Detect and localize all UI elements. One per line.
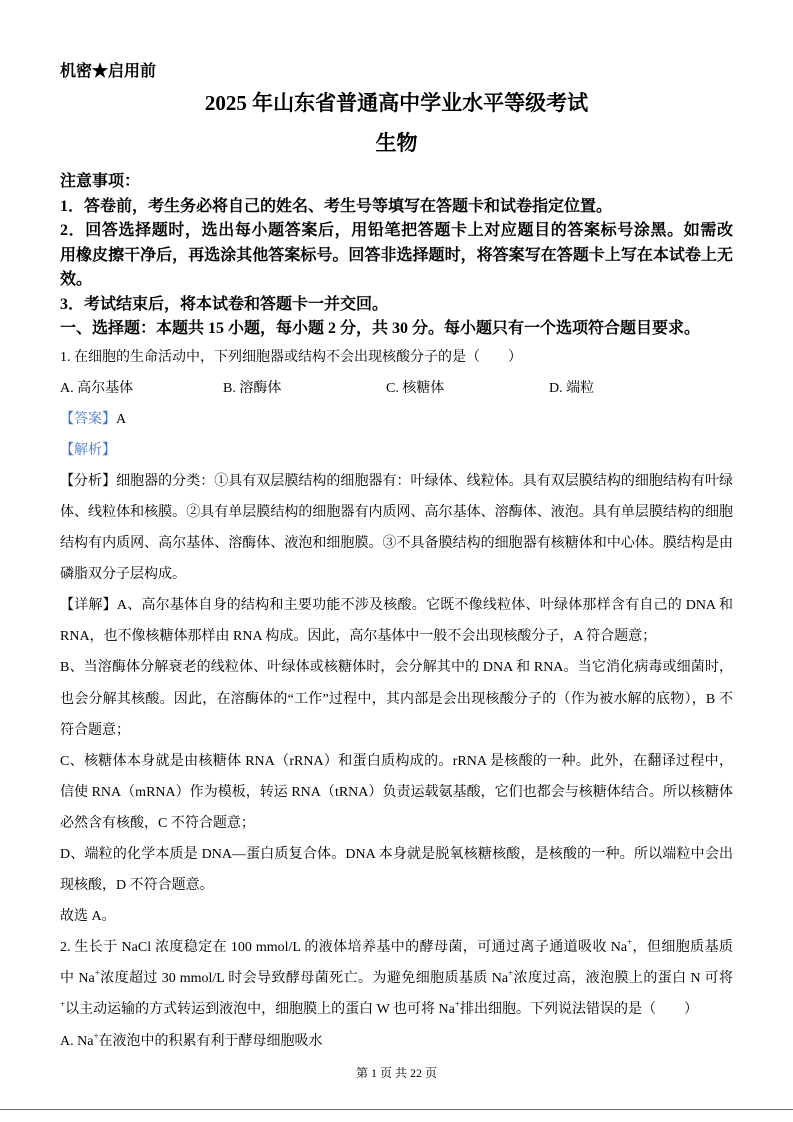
notice-item-3: 3．考试结束后，将本试卷和答题卡一并交回。 <box>60 295 389 313</box>
superscript-plus: + <box>454 999 460 1010</box>
superscript-plus: + <box>93 1030 99 1041</box>
notice-block <box>60 170 733 342</box>
detail-a-line: RNA，也不像核糖体那样由 RNA 构成。因此，高尔基体中一般不会出现核酸分子，A 符合题意； <box>60 629 657 645</box>
answer-line <box>60 404 733 435</box>
superscript-plus: + <box>60 999 66 1010</box>
analysis-line: 磷脂双分子层构成。 <box>60 567 186 583</box>
question-2-option-a <box>60 1026 733 1057</box>
option-b: B. 溶酶体 <box>223 380 282 396</box>
superscript-plus: + <box>94 968 100 979</box>
detail-a-line: 【详解】A、高尔基体自身的结构和主要功能不涉及核酸。它既不像线粒体、叶绿体那样含有自己的 DNA 和 <box>60 598 733 614</box>
option-d: D. 端粒 <box>549 380 595 396</box>
page-content <box>60 60 733 1057</box>
text-segment: 浓度过高，液泡膜上的蛋白 N 可将 <box>513 971 733 987</box>
question-1-stem: 1. 在细胞的生命活动中，下列细胞器或结构不会出现核酸分子的是（ ） <box>60 349 522 365</box>
detail-b-line: 符合题意； <box>60 722 130 738</box>
text-segment: 2. 生长于 NaCl 浓度稳定在 100 mmol/L 的液体培养基中的酵母菌，可通过离子通道吸收 Na <box>60 940 628 956</box>
detail-d-line: D、端粒的化学本质是 DNA—蛋白质复合体。DNA 本身就是脱氧核糖核酸，是核酸的一种。所以端粒中会出 <box>60 847 733 862</box>
exam-title: 2025 年山东省普通高中学业水平等级考试 <box>204 91 589 115</box>
notice-item-2-line: 2．回答选择题时，选出每小题答案后，用铅笔把答题卡上对应题目的答案标号涂黑。如需改 <box>60 222 733 239</box>
superscript-plus: + <box>508 968 514 979</box>
question-1-options <box>60 373 733 404</box>
section-heading: 一、选择题：本题共 15 小题，每小题 2 分，共 30 分。每小题只有一个选项符合题目要求。 <box>60 320 701 337</box>
analysis-line: 体、线粒体和核膜。②具有单层膜结构的细胞器有内质网、高尔基体、溶酶体、液泡。具有单层膜结构的细胞 <box>60 504 733 520</box>
detail-c-line: 必然含有核酸，C 不符合题意； <box>60 815 255 831</box>
text-segment: 中 Na <box>60 971 95 987</box>
superscript-plus: + <box>627 937 633 948</box>
analysis-line: 【分析】细胞器的分类：①具有双层膜结构的细胞器有：叶绿体、线粒体。具有双层膜结构的细胞结构有叶绿 <box>60 473 733 489</box>
confidential-label: 机密★启用前 <box>60 63 157 80</box>
detail-c-line: 信使 RNA（mRNA）作为模板，转运 RNA（tRNA）负责运载氨基酸，它们也都会与核糖体结合。所以核糖体 <box>60 784 733 800</box>
answer-tag: 【答案】 <box>60 411 116 427</box>
subject-title: 生物 <box>375 131 418 155</box>
explanation-tag: 【解析】 <box>60 442 116 458</box>
notice-item-1: 1．答卷前，考生务必将自己的姓名、考生号等填写在答题卡和试卷指定位置。 <box>60 197 613 215</box>
notice-item-2-line: 用橡皮擦干净后，再选涂其他答案标号。回答非选择题时，将答案写在答题卡上写在本试卷上无 <box>60 246 733 264</box>
option-c: C. 核糖体 <box>386 380 445 396</box>
text-segment: A. Na <box>60 1033 94 1049</box>
detail-b-line: B、当溶酶体分解衰老的线粒体、叶绿体或核糖体时，会分解其中的 DNA 和 RNA。当它消化病毒或细菌时， <box>60 660 733 676</box>
page-footer: 第 1 页 共 22 页 <box>355 1066 437 1080</box>
question-2 <box>60 932 733 1056</box>
option-a: A. 高尔基体 <box>60 380 134 396</box>
question-2-stem-line <box>60 994 733 1025</box>
answer-value: A <box>116 411 127 427</box>
question-1 <box>60 342 733 933</box>
detail-b-line: 也会分解其核酸。因此，在溶酶体的“工作”过程中，其内部是会出现核酸分子的（作为被水解的底物），B 不 <box>60 691 733 707</box>
text-segment: 在液泡中的积累有利于酵母细胞吸水 <box>98 1033 323 1049</box>
notice-heading: 注意事项： <box>60 173 141 190</box>
detail-c-line: C、核糖体本身就是由核糖体 RNA（rRNA）和蛋白质构成的。rRNA 是核酸的一种。此外，在翻译过程中， <box>60 753 733 769</box>
text-segment: 以主动运输的方式转运到液泡中，细胞膜上的蛋白 W 也可将 Na <box>65 1002 455 1018</box>
text-segment: 排出细胞。下列说法错误的是（ ） <box>459 1002 698 1018</box>
text-segment: ，但细胞质基质 <box>632 940 733 956</box>
bottom-rule <box>0 1109 793 1110</box>
text-segment: 浓度超过 30 mmol/L 时会导致酵母菌死亡。为避免细胞质基质 Na <box>99 971 509 987</box>
notice-item-2-line: 效。 <box>60 271 93 288</box>
question-2-stem-line <box>60 932 733 963</box>
detail-d-line: 现核酸，D 不符合题意。 <box>60 878 214 894</box>
analysis-line: 结构有内质网、高尔基体、溶酶体、液泡和细胞膜。③不具备膜结构的细胞器有核糖体和中心体。膜结构是由 <box>60 536 733 552</box>
conclusion: 故选 A。 <box>60 909 116 925</box>
question-2-stem-line <box>60 963 733 994</box>
explanation-line <box>60 435 733 466</box>
